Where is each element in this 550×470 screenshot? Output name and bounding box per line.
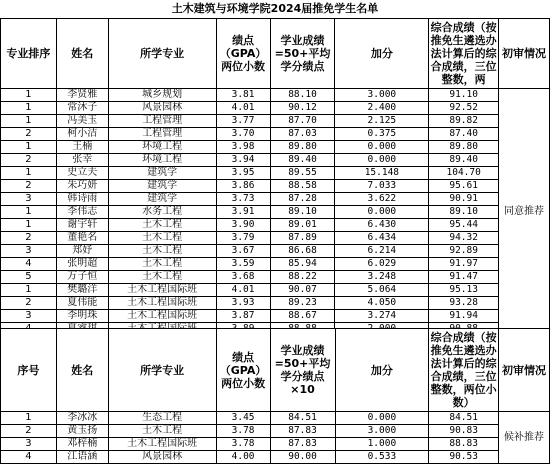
waitlist-table [0, 328, 550, 464]
rank-cell: 1 [1, 115, 57, 128]
rank-cell: 1 [1, 89, 57, 102]
major-cell: 土木工程国际班 [108, 438, 216, 451]
rank-cell: 3 [1, 310, 57, 323]
composite-score-cell: 90.83 [429, 425, 499, 438]
major-cell: 建筑学 [108, 180, 216, 193]
major-cell: 土木工程 [108, 425, 216, 438]
academic-score-cell: 89.10 [270, 206, 335, 219]
gpa-cell: 3.90 [216, 219, 270, 232]
rank-cell: 1 [1, 284, 57, 297]
name-cell: 邓梓楠 [56, 438, 108, 451]
col-header-composite-score: 综合成绩（按推免生遴选办法计算后的综合成绩，三位整数，两位小数） [429, 329, 499, 412]
waitlist-header-row [1, 329, 550, 412]
name-cell: 韩诗雨 [56, 193, 108, 206]
academic-score-cell: 90.12 [270, 102, 335, 115]
name-cell: 夏伟能 [56, 297, 108, 310]
name-cell: 江语涵 [56, 451, 108, 464]
table-row [1, 425, 550, 438]
col-header-index: 序号 [1, 329, 57, 412]
major-cell: 环境工程 [108, 141, 216, 154]
col-header-name: 姓名 [56, 329, 108, 412]
col-header-bonus: 加分 [335, 329, 429, 412]
major-cell: 风景园林 [108, 451, 216, 464]
col-header-gpa: 绩点（GPA）两位小数 [216, 19, 270, 89]
col-header-academic-score: 学业成绩=50+平均学分绩点 [270, 19, 335, 89]
bonus-cell: 2.400 [335, 102, 429, 115]
academic-score-cell: 88.58 [270, 180, 335, 193]
col-header-name: 姓名 [56, 19, 108, 89]
name-cell: 常沐子 [56, 102, 108, 115]
table-row [1, 180, 550, 193]
rank-cell: 2 [1, 128, 57, 141]
major-cell: 风景园林 [108, 102, 216, 115]
composite-score-cell: 87.40 [429, 128, 499, 141]
composite-score-cell: 91.47 [429, 271, 499, 284]
bonus-cell: 15.148 [335, 167, 429, 180]
academic-score-cell: 84.51 [270, 412, 335, 425]
table-row [1, 297, 550, 310]
gpa-cell: 3.86 [216, 180, 270, 193]
academic-score-cell: 87.70 [270, 115, 335, 128]
name-cell: 冯美玉 [56, 115, 108, 128]
recommended-header-row [1, 19, 550, 89]
review-status-cell: 同意推荐 [499, 89, 550, 336]
bonus-cell: 4.050 [335, 297, 429, 310]
recommended-table [0, 18, 550, 336]
composite-score-cell: 89.40 [429, 154, 499, 167]
gpa-cell: 3.45 [216, 412, 270, 425]
rank-cell: 1 [1, 167, 57, 180]
gpa-cell: 3.70 [216, 128, 270, 141]
bonus-cell: 0.375 [335, 128, 429, 141]
gpa-cell: 3.95 [216, 167, 270, 180]
major-cell: 土木工程国际班 [108, 310, 216, 323]
bonus-cell: 0.000 [335, 141, 429, 154]
rank-cell: 1 [1, 206, 57, 219]
major-cell: 城乡规划 [108, 89, 216, 102]
table-row [1, 193, 550, 206]
rank-cell: 1 [1, 412, 57, 425]
gpa-cell: 3.94 [216, 154, 270, 167]
table-row [1, 232, 550, 245]
bonus-cell: 3.622 [335, 193, 429, 206]
table-row [1, 219, 550, 232]
bonus-cell: 6.029 [335, 258, 429, 271]
name-cell: 王楠 [56, 141, 108, 154]
bonus-cell: 0.000 [335, 412, 429, 425]
review-status-cell: 候补推荐 [499, 412, 550, 464]
col-header-major: 所学专业 [108, 329, 216, 412]
document-title: 土木建筑与环境学院2024届推免学生名单 [171, 2, 379, 15]
major-cell: 土木工程 [108, 258, 216, 271]
academic-score-cell: 85.94 [270, 258, 335, 271]
academic-score-cell: 87.03 [270, 128, 335, 141]
name-cell: 李伟志 [56, 206, 108, 219]
major-cell: 工程管理 [108, 128, 216, 141]
academic-score-cell: 88.10 [270, 89, 335, 102]
academic-score-cell: 89.01 [270, 219, 335, 232]
composite-score-cell: 89.10 [429, 206, 499, 219]
composite-score-cell: 90.91 [429, 193, 499, 206]
name-cell: 万子恒 [56, 271, 108, 284]
bonus-cell: 0.000 [335, 154, 429, 167]
rank-cell: 1 [1, 141, 57, 154]
composite-score-cell: 92.52 [429, 102, 499, 115]
rank-cell: 2 [1, 297, 57, 310]
bonus-cell: 6.430 [335, 219, 429, 232]
bonus-cell: 3.000 [335, 89, 429, 102]
table-row [1, 258, 550, 271]
rank-cell: 2 [1, 154, 57, 167]
bonus-cell: 5.064 [335, 284, 429, 297]
rank-cell: 3 [1, 193, 57, 206]
bonus-cell: 7.033 [335, 180, 429, 193]
academic-score-cell: 87.83 [270, 438, 335, 451]
gpa-cell: 3.67 [216, 245, 270, 258]
table-row [1, 128, 550, 141]
rank-cell: 1 [1, 102, 57, 115]
gpa-cell: 3.87 [216, 310, 270, 323]
academic-score-cell: 89.55 [270, 167, 335, 180]
composite-score-cell: 104.70 [429, 167, 499, 180]
academic-score-cell: 86.68 [270, 245, 335, 258]
gpa-cell: 3.78 [216, 425, 270, 438]
major-cell: 土木工程 [108, 245, 216, 258]
academic-score-cell: 90.00 [270, 451, 335, 464]
name-cell: 李冰冰 [56, 412, 108, 425]
composite-score-cell: 91.94 [429, 310, 499, 323]
composite-score-cell: 84.51 [429, 412, 499, 425]
gpa-cell: 3.98 [216, 141, 270, 154]
composite-score-cell: 90.53 [429, 451, 499, 464]
rank-cell: 5 [1, 271, 57, 284]
composite-score-cell: 88.83 [429, 438, 499, 451]
bonus-cell: 3.248 [335, 271, 429, 284]
rank-cell: 3 [1, 438, 57, 451]
name-cell: 郑妤 [56, 245, 108, 258]
gpa-cell: 3.68 [216, 271, 270, 284]
academic-score-cell: 90.07 [270, 284, 335, 297]
major-cell: 工程管理 [108, 115, 216, 128]
major-cell: 土木工程 [108, 232, 216, 245]
gpa-cell: 4.01 [216, 284, 270, 297]
gpa-cell: 3.79 [216, 232, 270, 245]
composite-score-cell: 89.80 [429, 141, 499, 154]
academic-score-cell: 88.22 [270, 271, 335, 284]
rank-cell: 2 [1, 232, 57, 245]
name-cell: 朱巧妍 [56, 180, 108, 193]
col-header-composite-score: 综合成绩（按推免生遴选办法计算后的综合成绩，三位整数，两 [429, 19, 499, 89]
bonus-cell: 1.000 [335, 438, 429, 451]
table-row [1, 206, 550, 219]
academic-score-cell: 87.28 [270, 193, 335, 206]
academic-score-cell: 89.23 [270, 297, 335, 310]
table-row [1, 115, 550, 128]
name-cell: 张明超 [56, 258, 108, 271]
col-header-academic-score: 学业成绩=50+平均学分绩点×10 [270, 329, 335, 412]
table-row [1, 245, 550, 258]
bonus-cell: 6.434 [335, 232, 429, 245]
composite-score-cell: 95.61 [429, 180, 499, 193]
major-cell: 建筑学 [108, 193, 216, 206]
gpa-cell: 3.93 [216, 297, 270, 310]
major-cell: 土木工程 [108, 219, 216, 232]
name-cell: 史立夫 [56, 167, 108, 180]
col-header-bonus: 加分 [335, 19, 429, 89]
name-cell: 黄玉扬 [56, 425, 108, 438]
name-cell: 谢宇轩 [56, 219, 108, 232]
col-header-rank: 专业排序 [1, 19, 57, 89]
bonus-cell: 0.000 [335, 206, 429, 219]
composite-score-cell: 91.97 [429, 258, 499, 271]
col-header-gpa: 绩点（GPA）两位小数 [216, 329, 270, 412]
composite-score-cell: 93.28 [429, 297, 499, 310]
gpa-cell: 4.00 [216, 451, 270, 464]
major-cell: 环境工程 [108, 154, 216, 167]
name-cell: 董艳名 [56, 232, 108, 245]
table-row [1, 167, 550, 180]
major-cell: 建筑学 [108, 167, 216, 180]
rank-cell: 1 [1, 219, 57, 232]
table-row [1, 271, 550, 284]
name-cell: 柯小洁 [56, 128, 108, 141]
table-row [1, 89, 550, 102]
rank-cell: 3 [1, 245, 57, 258]
bonus-cell: 6.214 [335, 245, 429, 258]
composite-score-cell: 91.10 [429, 89, 499, 102]
col-header-review: 初审情况 [499, 19, 550, 89]
academic-score-cell: 87.89 [270, 232, 335, 245]
bonus-cell: 0.533 [335, 451, 429, 464]
academic-score-cell: 89.40 [270, 154, 335, 167]
table-row [1, 141, 550, 154]
table-row [1, 451, 550, 464]
academic-score-cell: 87.83 [270, 425, 335, 438]
gpa-cell: 3.81 [216, 89, 270, 102]
academic-score-cell: 89.80 [270, 141, 335, 154]
bonus-cell: 3.274 [335, 310, 429, 323]
rank-cell: 2 [1, 180, 57, 193]
name-cell: 李贤雅 [56, 89, 108, 102]
major-cell: 土木工程国际班 [108, 297, 216, 310]
major-cell: 生态工程 [108, 412, 216, 425]
name-cell: 樊璐洋 [56, 284, 108, 297]
composite-score-cell: 94.32 [429, 232, 499, 245]
bonus-cell: 2.125 [335, 115, 429, 128]
composite-score-cell: 92.89 [429, 245, 499, 258]
major-cell: 水务工程 [108, 206, 216, 219]
composite-score-cell: 95.13 [429, 284, 499, 297]
rank-cell: 4 [1, 451, 57, 464]
gpa-cell: 4.01 [216, 102, 270, 115]
composite-score-cell: 95.44 [429, 219, 499, 232]
gpa-cell: 3.78 [216, 438, 270, 451]
academic-score-cell: 88.67 [270, 310, 335, 323]
table-row [1, 412, 550, 425]
table-row [1, 310, 550, 323]
gpa-cell: 3.91 [216, 206, 270, 219]
major-cell: 土木工程 [108, 271, 216, 284]
table-row [1, 154, 550, 167]
major-cell: 土木工程国际班 [108, 284, 216, 297]
name-cell: 李明珠 [56, 310, 108, 323]
rank-cell: 4 [1, 258, 57, 271]
composite-score-cell: 89.82 [429, 115, 499, 128]
table-row [1, 102, 550, 115]
col-header-review: 初审情况 [499, 329, 550, 412]
gpa-cell: 3.73 [216, 193, 270, 206]
gpa-cell: 3.77 [216, 115, 270, 128]
name-cell: 张幸 [56, 154, 108, 167]
bonus-cell: 3.000 [335, 425, 429, 438]
table-row [1, 438, 550, 451]
col-header-major: 所学专业 [108, 19, 216, 89]
table-row [1, 284, 550, 297]
rank-cell: 2 [1, 425, 57, 438]
gpa-cell: 3.59 [216, 258, 270, 271]
